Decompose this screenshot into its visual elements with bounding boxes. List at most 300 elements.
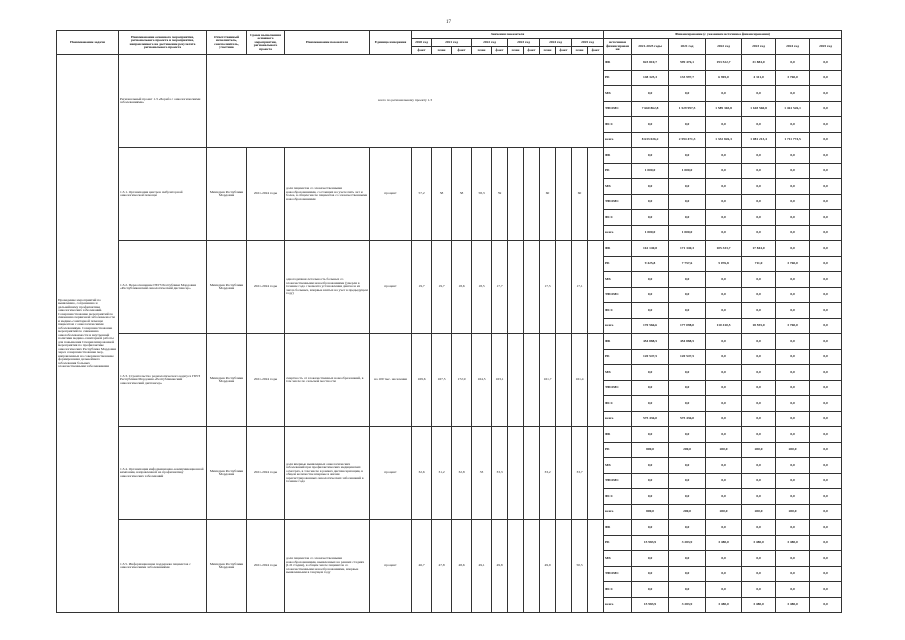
fin-value: 0,0 bbox=[742, 194, 776, 210]
fin-source: МБ bbox=[604, 551, 632, 567]
header-fin-year: 2025 год bbox=[810, 39, 842, 55]
fin-value: 599 476,1 bbox=[669, 55, 706, 71]
fin-source: всего bbox=[604, 597, 632, 613]
fin-source: ФСС bbox=[604, 582, 632, 598]
fin-value: 0,0 bbox=[776, 349, 810, 365]
fin-value: 0,0 bbox=[742, 349, 776, 365]
fin-value: 0,0 bbox=[706, 334, 742, 350]
indicator-value bbox=[524, 334, 540, 427]
fin-value: 823 810,7 bbox=[632, 55, 669, 71]
indicator-value: 161,4 bbox=[572, 334, 588, 427]
indicator-value: 17,5 bbox=[540, 241, 556, 334]
fin-source: ТФОМС bbox=[604, 287, 632, 303]
indicator-name: одногодичная летальность больных со злокачественными новообразованиями (умерли в течение года с момента установления диагноза из числа больных, впервые взятых на учет в предыдущем году) bbox=[285, 241, 370, 334]
fin-value: 0,0 bbox=[776, 55, 810, 71]
fin-value: 0,0 bbox=[706, 489, 742, 505]
measure-responsible: Минздрав Республики Мордовия bbox=[207, 427, 247, 520]
fin-value: 200,0 bbox=[776, 504, 810, 520]
fin-value: 0,0 bbox=[810, 287, 842, 303]
fin-value: 0,0 bbox=[810, 194, 842, 210]
fin-value: 0,0 bbox=[706, 117, 742, 133]
fin-source: ФБ bbox=[604, 427, 632, 443]
fin-value: 3 480,0 bbox=[742, 597, 776, 613]
header-responsible: Ответственный исполнитель, соисполнитель, участник bbox=[207, 31, 247, 55]
indicator-name: доля пациентов со злокачественными новообразованиями, состоящих на учете пять лет и более, в общем числе пациентов со злокачественными новообразованиями bbox=[285, 148, 370, 241]
header-fin-year: 2022 год bbox=[706, 39, 742, 55]
fin-value: 575 436,0 bbox=[669, 411, 706, 427]
fin-value: 0,0 bbox=[776, 458, 810, 474]
fin-value: 3 760,0 bbox=[776, 318, 810, 334]
fin-value: 0,0 bbox=[742, 210, 776, 226]
fin-value: 0,0 bbox=[742, 179, 776, 195]
fin-value: 0,0 bbox=[810, 117, 842, 133]
fin-value: 0,0 bbox=[669, 473, 706, 489]
fin-value: 200,0 bbox=[706, 442, 742, 458]
header-fact: факт bbox=[492, 47, 508, 55]
fin-value: 200,0 bbox=[742, 504, 776, 520]
indicator-value: 164,5 bbox=[472, 334, 492, 427]
fin-value: 0,0 bbox=[810, 380, 842, 396]
indicator-value: 19,7 bbox=[432, 241, 452, 334]
fin-value: 0,0 bbox=[706, 473, 742, 489]
indicator-value: 17,1 bbox=[572, 241, 588, 334]
fin-value: 0,0 bbox=[742, 287, 776, 303]
measure-name: 1.3.5. Информационная поддержка пациентов с онкологическими заболеваниями bbox=[119, 520, 207, 613]
fin-value: 0,0 bbox=[776, 566, 810, 582]
fin-value: 0,0 bbox=[810, 411, 842, 427]
measure-term: 2021-2024 годы bbox=[247, 427, 285, 520]
fin-value: 0,0 bbox=[776, 551, 810, 567]
fin-value: 711,0 bbox=[742, 256, 776, 272]
header-year: 2022 год bbox=[472, 39, 508, 47]
header-year: 2024 год bbox=[540, 39, 572, 47]
fin-value: 0,0 bbox=[810, 365, 842, 381]
fin-value: 7 757,6 bbox=[669, 256, 706, 272]
fin-value: 0,0 bbox=[632, 566, 669, 582]
fin-value: 0,0 bbox=[810, 427, 842, 443]
measure-name: 1.3.3. Строительство радиологического корпуса ГБУЗ Республики Мордовия «Республиканский онкологический диспансер» bbox=[119, 334, 207, 427]
fin-value: 0,0 bbox=[632, 194, 669, 210]
fin-value: 17 844,0 bbox=[742, 241, 776, 257]
fin-value: 0,0 bbox=[810, 597, 842, 613]
fin-source: ФБ bbox=[604, 334, 632, 350]
fin-value: 0,0 bbox=[632, 582, 669, 598]
fin-value: 454 888,5 bbox=[632, 334, 669, 350]
indicator-value bbox=[588, 427, 604, 520]
fin-value: 0,0 bbox=[669, 566, 706, 582]
indicator-value: 31,2 bbox=[432, 427, 452, 520]
header-plan: план bbox=[540, 47, 556, 55]
fin-value: 3 283,9 bbox=[669, 597, 706, 613]
fin-value: 0,0 bbox=[706, 349, 742, 365]
fin-value: 0,0 bbox=[810, 272, 842, 288]
fin-value: 0,0 bbox=[669, 86, 706, 102]
fin-value: 3 283,9 bbox=[669, 535, 706, 551]
fin-value: 575 436,0 bbox=[632, 411, 669, 427]
indicator-value: 48,6 bbox=[452, 520, 472, 613]
fin-value: 2 594 471,3 bbox=[669, 132, 706, 148]
fin-value: 0,0 bbox=[632, 179, 669, 195]
indicator-value: 57,2 bbox=[412, 148, 432, 241]
indicator-value bbox=[508, 148, 524, 241]
header-indicator-name: Наименование показателя bbox=[285, 31, 370, 55]
fin-value: 0,0 bbox=[810, 318, 842, 334]
header-deadline: Сроки выполнения основного мероприятия, регионального проекта bbox=[247, 31, 285, 55]
fin-value: 0,0 bbox=[810, 396, 842, 412]
header-fin-year: 2021-2025 годы bbox=[632, 39, 669, 55]
fin-value: 177 098,0 bbox=[669, 318, 706, 334]
fin-value: 0,0 bbox=[706, 365, 742, 381]
header-fin-year: 2021 год bbox=[669, 39, 706, 55]
fin-value: 1 000,0 bbox=[669, 225, 706, 241]
indicator-value bbox=[588, 241, 604, 334]
fin-value: 0,0 bbox=[632, 365, 669, 381]
header-year: 2025 год bbox=[572, 39, 604, 47]
fin-value: 3 480,0 bbox=[742, 535, 776, 551]
indicator-value: 167,5 bbox=[432, 334, 452, 427]
indicator-value: 58 bbox=[452, 148, 472, 241]
measure-responsible: Минздрав Республики Мордовия bbox=[207, 334, 247, 427]
header-fact: факт bbox=[588, 47, 604, 55]
indicator-name: доля впервые выявленных онкологических заболеваний при профилактических медицинских осмотрах, в том числе в рамках диспансеризации, в общем количестве впервые в жизни зарегистрированных онкологических заболеваний в течение года bbox=[285, 427, 370, 520]
indicator-value bbox=[588, 148, 604, 241]
page-number: 17 bbox=[446, 20, 451, 25]
indicator-value bbox=[556, 427, 572, 520]
fin-value: 0,0 bbox=[776, 272, 810, 288]
fin-source: МБ bbox=[604, 458, 632, 474]
header-plan: план bbox=[472, 47, 492, 55]
fin-value: 4 311,0 bbox=[742, 70, 776, 86]
regional-project-name: Региональный проект 1.3 «Борьба с онкологическими заболеваниями» bbox=[119, 55, 207, 148]
fin-source: ФБ bbox=[604, 241, 632, 257]
fin-value: 0,0 bbox=[632, 473, 669, 489]
indicator-value bbox=[508, 520, 524, 613]
fin-value: 0,0 bbox=[669, 582, 706, 598]
fin-value: 6 905,0 bbox=[706, 70, 742, 86]
regional-project-indicator: всего по региональному проекту 1.3 bbox=[207, 55, 604, 148]
fin-value: 0,0 bbox=[632, 489, 669, 505]
fin-value: 0,0 bbox=[632, 380, 669, 396]
fin-source: РБ bbox=[604, 349, 632, 365]
fin-value: 0,0 bbox=[776, 303, 810, 319]
fin-value: 0,0 bbox=[669, 194, 706, 210]
fin-value: 0,0 bbox=[706, 427, 742, 443]
fin-value: 0,0 bbox=[669, 210, 706, 226]
indicator-value bbox=[524, 427, 540, 520]
fin-value: 0,0 bbox=[810, 86, 842, 102]
fin-value: 0,0 bbox=[776, 287, 810, 303]
fin-value: 0,0 bbox=[810, 520, 842, 536]
header-measure: Наименование основного мероприятия, регионального проекта и мероприятия, направленного на достижение результата регионального проекта bbox=[119, 31, 207, 55]
fin-source: ТФОМС bbox=[604, 566, 632, 582]
fin-source: всего bbox=[604, 132, 632, 148]
fin-value: 0,0 bbox=[742, 225, 776, 241]
fin-value: 0,0 bbox=[706, 272, 742, 288]
fin-value: 0,0 bbox=[776, 582, 810, 598]
fin-value: 0,0 bbox=[742, 148, 776, 164]
fin-value: 0,0 bbox=[776, 225, 810, 241]
measure-name: 1.3.1. Организация центров амбулаторной онкологической помощи bbox=[119, 148, 207, 241]
fin-value: 0,0 bbox=[742, 473, 776, 489]
fin-value: 0,0 bbox=[742, 334, 776, 350]
fin-value: 0,0 bbox=[706, 411, 742, 427]
fin-value: 0,0 bbox=[810, 241, 842, 257]
indicator-value: 46,7 bbox=[412, 520, 432, 613]
fin-value: 9 425,8 bbox=[632, 256, 669, 272]
fin-value: 0,0 bbox=[810, 473, 842, 489]
fin-value: 1 081 213,4 bbox=[742, 132, 776, 148]
indicator-value: 59 bbox=[492, 148, 508, 241]
fin-value: 0,0 bbox=[742, 365, 776, 381]
fin-value: 15 983,9 bbox=[632, 597, 669, 613]
indicator-value bbox=[508, 427, 524, 520]
fin-value: 0,0 bbox=[776, 210, 810, 226]
indicator-value: 18,5 bbox=[472, 241, 492, 334]
indicator-value: 172,9 bbox=[452, 334, 472, 427]
measure-name: 1.3.4. Организация информационно-коммуникационной кампании, направленной на профилактику онкологических заболеваний bbox=[119, 427, 207, 520]
fin-value: 171 340,3 bbox=[669, 241, 706, 257]
fin-value: 0,0 bbox=[776, 334, 810, 350]
fin-value: 0,0 bbox=[632, 287, 669, 303]
measure-term: 2021-2024 годы bbox=[247, 148, 285, 241]
fin-value: 0,0 bbox=[776, 520, 810, 536]
fin-value: 0,0 bbox=[742, 582, 776, 598]
indicator-value: 60 bbox=[572, 148, 588, 241]
header-plan: план bbox=[432, 47, 452, 55]
fin-value: 3 760,0 bbox=[776, 256, 810, 272]
fin-value: 800,0 bbox=[632, 442, 669, 458]
fin-value: 0,0 bbox=[776, 473, 810, 489]
header-indicator-values: Значения показателя bbox=[412, 31, 604, 39]
fin-value: 0,0 bbox=[776, 365, 810, 381]
fin-value: 0,0 bbox=[706, 225, 742, 241]
fin-value: 0,0 bbox=[669, 396, 706, 412]
fin-value: 120 547,5 bbox=[632, 349, 669, 365]
fin-value: 0,0 bbox=[669, 520, 706, 536]
fin-value: 0,0 bbox=[810, 148, 842, 164]
fin-value: 0,0 bbox=[669, 303, 706, 319]
fin-value: 0,0 bbox=[810, 101, 842, 117]
fin-value: 18 555,0 bbox=[742, 318, 776, 334]
fin-value: 0,0 bbox=[810, 566, 842, 582]
fin-value: 1 711 774,5 bbox=[776, 132, 810, 148]
fin-value: 0,0 bbox=[776, 380, 810, 396]
fin-value: 0,0 bbox=[810, 489, 842, 505]
fin-value: 0,0 bbox=[632, 551, 669, 567]
indicator-value: 50,5 bbox=[572, 520, 588, 613]
fin-value: 0,0 bbox=[669, 380, 706, 396]
fin-value: 0,0 bbox=[742, 489, 776, 505]
fin-value: 0,0 bbox=[810, 442, 842, 458]
indicator-unit: процент bbox=[370, 148, 412, 241]
fin-source: РБ bbox=[604, 535, 632, 551]
measure-term: 2021-2024 годы bbox=[247, 520, 285, 613]
measure-term: 2021-2024 годы bbox=[247, 241, 285, 334]
fin-source: РБ bbox=[604, 442, 632, 458]
fin-source: ФСС bbox=[604, 117, 632, 133]
fin-value: 1 000,0 bbox=[632, 163, 669, 179]
indicator-value: 33,2 bbox=[540, 427, 556, 520]
fin-value: 0,0 bbox=[776, 489, 810, 505]
fin-value: 0,0 bbox=[632, 303, 669, 319]
fin-value: 0,0 bbox=[632, 520, 669, 536]
fin-value: 200,0 bbox=[776, 442, 810, 458]
measure-responsible: Минздрав Республики Мордовия bbox=[207, 148, 247, 241]
fin-value: 0,0 bbox=[776, 241, 810, 257]
fin-source: МБ bbox=[604, 179, 632, 195]
fin-value: 31 884,0 bbox=[742, 55, 776, 71]
fin-value: 1 461 526,1 bbox=[776, 101, 810, 117]
indicator-value: 49,1 bbox=[472, 520, 492, 613]
fin-value: 193 522,7 bbox=[706, 55, 742, 71]
fin-value: 0,0 bbox=[776, 194, 810, 210]
fin-value: 0,0 bbox=[776, 148, 810, 164]
fin-value: 0,0 bbox=[706, 194, 742, 210]
fin-value: 0,0 bbox=[742, 163, 776, 179]
indicator-value: 161,7 bbox=[540, 334, 556, 427]
fin-value: 0,0 bbox=[669, 427, 706, 443]
header-fact: факт bbox=[556, 47, 572, 55]
fin-value: 0,0 bbox=[810, 179, 842, 195]
fin-source: ТФОМС bbox=[604, 380, 632, 396]
fin-value: 0,0 bbox=[810, 163, 842, 179]
fin-value: 0,0 bbox=[810, 582, 842, 598]
indicator-value: 32,8 bbox=[452, 427, 472, 520]
fin-value: 1 000,0 bbox=[632, 225, 669, 241]
fin-value: 0,0 bbox=[632, 148, 669, 164]
header-source: источники финансирования bbox=[604, 39, 632, 55]
fin-source: РБ bbox=[604, 256, 632, 272]
fin-value: 0,0 bbox=[742, 303, 776, 319]
header-fact: факт bbox=[524, 47, 540, 55]
fin-value: 0,0 bbox=[776, 117, 810, 133]
fin-source: ФСС bbox=[604, 396, 632, 412]
fin-value: 0,0 bbox=[742, 411, 776, 427]
fin-value: 0,0 bbox=[776, 163, 810, 179]
fin-value: 1 332 826,3 bbox=[706, 132, 742, 148]
indicator-value: 163,1 bbox=[492, 334, 508, 427]
fin-source: МБ bbox=[604, 86, 632, 102]
header-year: 2021 год bbox=[432, 39, 472, 47]
indicator-value: 169,6 bbox=[412, 334, 432, 427]
indicator-value bbox=[524, 241, 540, 334]
fin-value: 0,0 bbox=[742, 117, 776, 133]
header-year: 2020 год bbox=[412, 39, 432, 47]
fin-source: ТФОМС bbox=[604, 101, 632, 117]
fin-value: 0,0 bbox=[632, 396, 669, 412]
fin-value: 0,0 bbox=[810, 535, 842, 551]
fin-value: 0,0 bbox=[632, 210, 669, 226]
fin-value: 0,0 bbox=[742, 380, 776, 396]
header-fin-year: 2024 год bbox=[776, 39, 810, 55]
fin-value: 3 480,0 bbox=[776, 597, 810, 613]
fin-source: ТФОМС bbox=[604, 473, 632, 489]
indicator-unit: процент bbox=[370, 241, 412, 334]
fin-value: 0,0 bbox=[632, 272, 669, 288]
fin-value: 3 480,0 bbox=[706, 535, 742, 551]
fin-value: 0,0 bbox=[706, 582, 742, 598]
header-financing: Финансирование (с указанием источника финансирования) bbox=[604, 31, 842, 39]
fin-value: 1 529 997,5 bbox=[669, 101, 706, 117]
fin-value: 0,0 bbox=[669, 148, 706, 164]
fin-value: 0,0 bbox=[810, 55, 842, 71]
fin-value: 0,0 bbox=[706, 163, 742, 179]
fin-value: 0,0 bbox=[810, 551, 842, 567]
fin-value: 0,0 bbox=[810, 70, 842, 86]
indicator-value bbox=[508, 241, 524, 334]
indicator-value: 60 bbox=[540, 148, 556, 241]
indicator-unit: на 100 тыс. населения bbox=[370, 334, 412, 427]
fin-value: 0,0 bbox=[742, 551, 776, 567]
indicator-unit: процент bbox=[370, 427, 412, 520]
indicator-value bbox=[556, 520, 572, 613]
fin-source: всего bbox=[604, 504, 632, 520]
fin-value: 0,0 bbox=[742, 396, 776, 412]
fin-value: 0,0 bbox=[742, 427, 776, 443]
indicator-value: 17,7 bbox=[492, 241, 508, 334]
fin-value: 0,0 bbox=[810, 256, 842, 272]
fin-value: 0,0 bbox=[742, 520, 776, 536]
fin-value: 110 410,5 bbox=[706, 318, 742, 334]
fin-value: 105 333,7 bbox=[706, 241, 742, 257]
fin-value: 0,0 bbox=[706, 86, 742, 102]
fin-value: 1 589 365,8 bbox=[706, 101, 742, 117]
fin-source: ФБ bbox=[604, 520, 632, 536]
fin-value: 0,0 bbox=[706, 287, 742, 303]
fin-value: 8 633 026,2 bbox=[632, 132, 669, 148]
fin-value: 0,0 bbox=[706, 303, 742, 319]
fin-value: 0,0 bbox=[776, 396, 810, 412]
indicator-value bbox=[524, 520, 540, 613]
header-fin-year: 2023 год bbox=[742, 39, 776, 55]
indicator-value bbox=[508, 334, 524, 427]
fin-value: 200,0 bbox=[669, 442, 706, 458]
fin-value: 0,0 bbox=[810, 334, 842, 350]
fin-source: ФСС bbox=[604, 303, 632, 319]
fin-value: 0,0 bbox=[706, 380, 742, 396]
header-unit: Единица измерения bbox=[370, 31, 412, 55]
measure-term: 2021-2024 годы bbox=[247, 334, 285, 427]
indicator-value: 33 bbox=[472, 427, 492, 520]
fin-value: 0,0 bbox=[706, 396, 742, 412]
fin-value: 15 983,9 bbox=[632, 535, 669, 551]
task-cell: Проведение мероприятий по выявлению, сохранению и дальнейшему профилактике онкологических заболеваний. Совершенствование мероприятий по снижению первичной заболеваемости и медико-санитарной помощи пациентам с онкологическими заболеваниями. Совершенствование мероприятий по снижению онкозаболеваемости и внутренней политики медико-санитарной работы для повышения Специализированной мероприятия по профилактике онкологических Республика Мордовия через совершенствование мер, направленных на совершенствование формирования дальнейшего заболевания больных злокачественными заболеваниями bbox=[57, 55, 119, 613]
fin-value: 0,0 bbox=[669, 287, 706, 303]
fin-value: 0,0 bbox=[669, 117, 706, 133]
fin-value: 3 760,0 bbox=[776, 70, 810, 86]
fin-value: 0,0 bbox=[776, 179, 810, 195]
header-task: Наименование задачи bbox=[57, 31, 119, 55]
fin-value: 0,0 bbox=[706, 148, 742, 164]
fin-value: 3 480,0 bbox=[706, 597, 742, 613]
fin-value: 0,0 bbox=[706, 179, 742, 195]
measure-responsible: Минздрав Республики Мордовия bbox=[207, 241, 247, 334]
fin-value: 5 076,8 bbox=[706, 256, 742, 272]
indicator-value bbox=[588, 334, 604, 427]
indicator-value: 58 bbox=[432, 148, 452, 241]
fin-source: ФСС bbox=[604, 210, 632, 226]
indicator-value bbox=[588, 520, 604, 613]
fin-value: 148 325,3 bbox=[632, 70, 669, 86]
fin-source: ФБ bbox=[604, 148, 632, 164]
fin-value: 1 000,0 bbox=[669, 163, 706, 179]
indicator-value: 49,9 bbox=[540, 520, 556, 613]
fin-value: 0,0 bbox=[742, 86, 776, 102]
fin-value: 0,0 bbox=[810, 458, 842, 474]
fin-value: 0,0 bbox=[669, 458, 706, 474]
indicator-value bbox=[556, 148, 572, 241]
fin-source: всего bbox=[604, 318, 632, 334]
